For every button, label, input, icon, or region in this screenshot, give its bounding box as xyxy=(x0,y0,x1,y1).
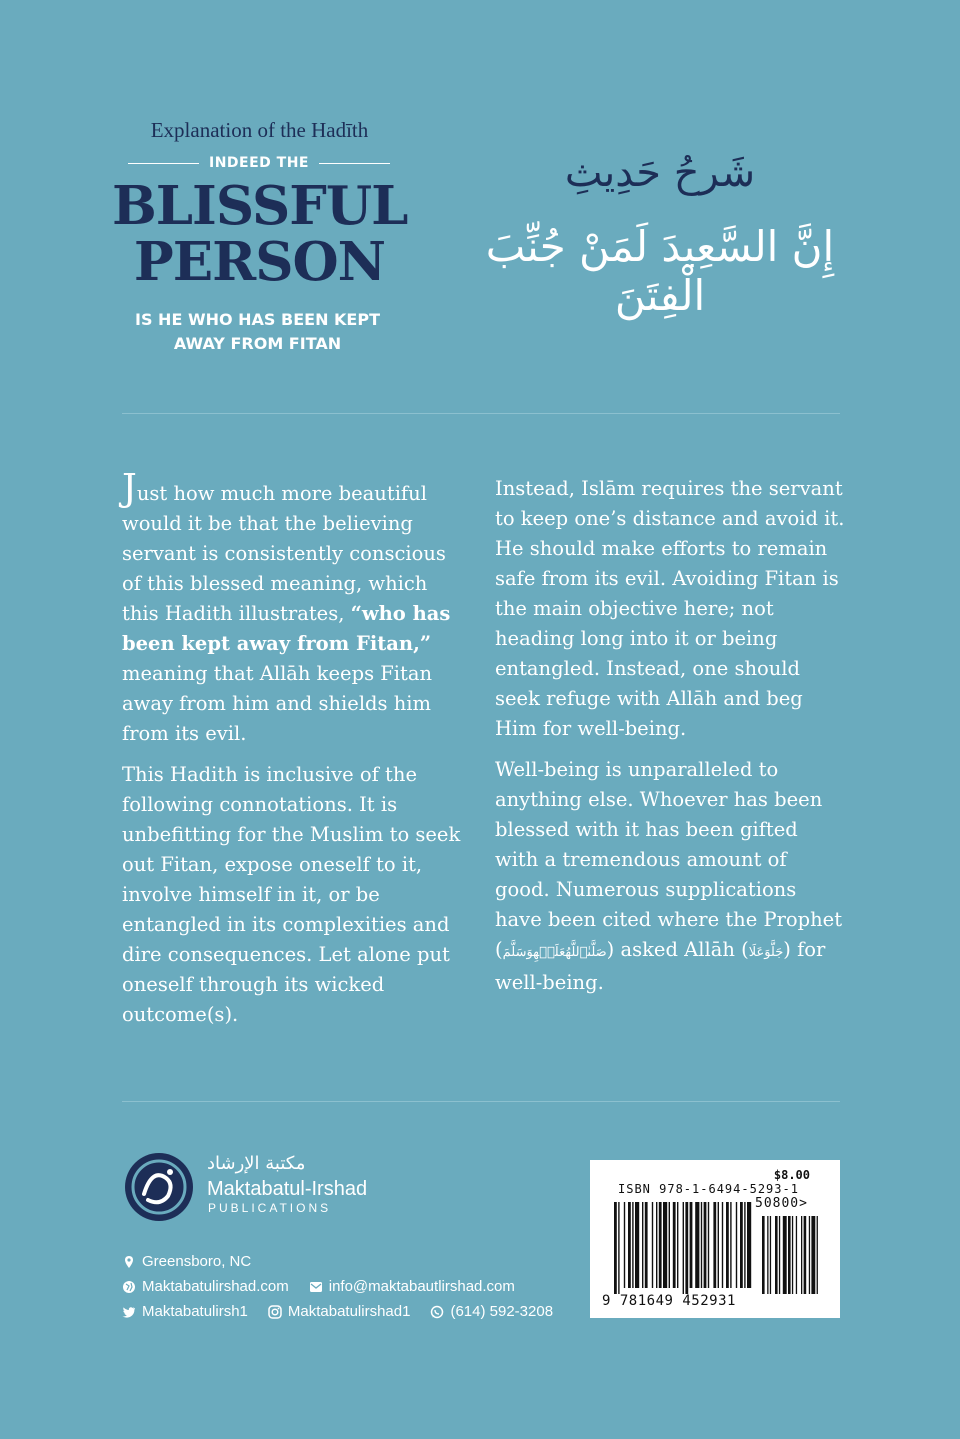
addon-bar xyxy=(770,1216,771,1294)
barcode-bar xyxy=(635,1202,639,1288)
globe-icon xyxy=(122,1280,136,1294)
jalla-glyph: جَلَّوَعَلَا xyxy=(748,945,784,960)
website-link[interactable]: Maktabatulirshad.com xyxy=(142,1278,289,1295)
barcode-bar xyxy=(722,1202,723,1288)
location-text: Greensboro, NC xyxy=(142,1253,252,1270)
instagram-icon xyxy=(268,1305,282,1319)
barcode-bar xyxy=(736,1202,737,1288)
left-paragraph-1 xyxy=(122,466,467,749)
top-divider xyxy=(122,413,840,414)
title-line-1: BLISSFUL xyxy=(112,175,408,237)
barcode-box xyxy=(590,1160,840,1318)
instagram-handle[interactable]: Maktabatulirshad1 xyxy=(287,1303,411,1320)
publisher-subtitle: PUBLICATIONS xyxy=(208,1201,332,1215)
barcode-bar xyxy=(685,1202,688,1294)
email-icon xyxy=(309,1280,323,1294)
barcode-bar xyxy=(695,1202,699,1288)
twitter-icon xyxy=(122,1305,136,1319)
addon-bar xyxy=(775,1216,778,1294)
contact-web-row xyxy=(122,1278,515,1295)
salawat-glyph: صَلَّىٰٱللَّهُعَلَيۡهِوَسَلَّمَ xyxy=(502,945,607,960)
location-pin-icon xyxy=(122,1255,136,1269)
right-column xyxy=(495,474,845,1009)
addon-bar xyxy=(801,1216,802,1294)
publisher-name: Maktabatul-Irshad xyxy=(207,1178,368,1200)
whatsapp-icon xyxy=(430,1305,444,1319)
barcode-bars xyxy=(614,1198,824,1294)
barcode-bar xyxy=(656,1202,657,1288)
barcode-bar xyxy=(645,1202,648,1288)
barcode-bar xyxy=(663,1202,667,1288)
twitter-handle[interactable]: Maktabatulirsh1 xyxy=(142,1303,248,1320)
addon-bar xyxy=(788,1216,791,1294)
addon-bar xyxy=(767,1216,768,1294)
rule-right xyxy=(319,163,390,164)
drop-cap: J xyxy=(122,466,137,509)
barcode-bar xyxy=(718,1202,719,1288)
barcode-bar xyxy=(669,1202,670,1288)
barcode-bar xyxy=(614,1202,617,1294)
barcode-bar xyxy=(704,1202,707,1288)
barcode-bar xyxy=(747,1202,751,1288)
barcode-bar xyxy=(673,1202,676,1288)
barcode-bar xyxy=(744,1202,745,1288)
barcode-bar xyxy=(713,1202,716,1288)
left-p1-text-b: meaning that Allāh keeps Fitan away from him and shields him from its evil. xyxy=(122,662,433,745)
rule-left xyxy=(128,163,199,164)
arabic-title-line-2: إِنَّ السَّعِيدَ لَمَنْ جُنِّبَ الْفِتَنَ xyxy=(485,222,835,320)
title-caption xyxy=(100,308,415,356)
explanation-subtitle: Explanation of the Hadīth xyxy=(150,118,369,142)
left-column xyxy=(122,466,467,1041)
barcode-bar xyxy=(677,1202,678,1288)
publisher-name-arabic: مكتبة الإرشاد xyxy=(207,1153,306,1174)
book-title xyxy=(112,175,408,293)
left-paragraph-2: This Hadith is inclusive of the following connotations. It is unbefitting for the Muslim to seek out Fitan, expose oneself to it, involve himself in it, or be entangled in its complexities and dire consequences. Let alone put oneself through its wicked outcome(s). xyxy=(122,763,461,1026)
right-p2-text-c: ) for well-being. xyxy=(495,938,826,994)
addon-bar xyxy=(811,1216,815,1294)
right-paragraph-1: Instead, Islām requires the servant to keep one’s distance and avoid it. He should make efforts to remain safe from its evil. Avoiding Fitan is the main objective here; not heading long into it or being entangled. Instead, one should seek refuge with Allāh and beg Him for well-being. xyxy=(495,477,845,740)
barcode-bar xyxy=(628,1202,631,1288)
left-p1-quote: “who has been kept away from Fitan,” xyxy=(122,602,451,655)
barcode-bar xyxy=(642,1202,643,1288)
caption-line-2: AWAY FROM FITAN xyxy=(173,334,342,353)
addon-bar xyxy=(783,1216,787,1294)
addon-bar xyxy=(792,1216,793,1294)
barcode-bar xyxy=(683,1202,684,1294)
barcode-bar xyxy=(708,1202,709,1288)
barcode-bar xyxy=(726,1202,729,1288)
right-paragraph-2 xyxy=(495,755,845,998)
barcode-bar xyxy=(740,1202,743,1288)
barcode-bar xyxy=(632,1202,633,1288)
addon-bar xyxy=(809,1216,810,1294)
indeed-the-label: INDEED THE xyxy=(209,155,309,171)
right-p2-text-a: Well-being is unparalleled to anything else. Whoever has been blessed with it has been gifted with a tremendous amount of good. Numerous supplications have been cited where the Prophet ( xyxy=(495,758,843,961)
right-p2-text-b: ) asked Allāh ( xyxy=(606,938,749,961)
barcode-bar xyxy=(701,1202,702,1288)
contact-location-row xyxy=(122,1253,251,1270)
addon-bar xyxy=(804,1216,807,1294)
phone-number[interactable]: (614) 592-3208 xyxy=(450,1303,554,1320)
barcode-bar xyxy=(730,1202,731,1288)
arabic-title-line-1: شَرحُ حَدِيثِ xyxy=(564,150,756,196)
barcode-bar xyxy=(618,1202,619,1294)
barcode-bar xyxy=(659,1202,662,1288)
title-line-2: PERSON xyxy=(133,231,386,293)
price-label: $8.00 xyxy=(773,1168,810,1182)
caption-line-1: IS HE WHO HAS BEEN KEPT xyxy=(135,310,380,329)
contact-social-row xyxy=(122,1303,553,1320)
barcode-bar xyxy=(652,1202,653,1288)
addon-bar xyxy=(762,1216,765,1294)
bottom-divider xyxy=(122,1101,840,1102)
isbn-label: ISBN 978-1-6494-5293-1 xyxy=(618,1182,799,1196)
addon-bar xyxy=(779,1216,780,1294)
barcode-bar xyxy=(624,1202,625,1288)
barcode-bar xyxy=(690,1202,693,1288)
addon-bar xyxy=(817,1216,818,1294)
isbn-digits: 9 781649 452931 xyxy=(602,1293,736,1309)
publisher-logo xyxy=(122,1150,196,1224)
price-addon-code: 50800> xyxy=(755,1196,808,1211)
email-link[interactable]: info@maktabautlirshad.com xyxy=(328,1278,515,1295)
addon-bar xyxy=(796,1216,797,1294)
indeed-the-row xyxy=(128,153,390,173)
left-p1-text-a: ust how much more beautiful would it be that the believing servant is consistently conscious of this blessed meaning, which this Hadith illustrates, xyxy=(122,482,446,625)
